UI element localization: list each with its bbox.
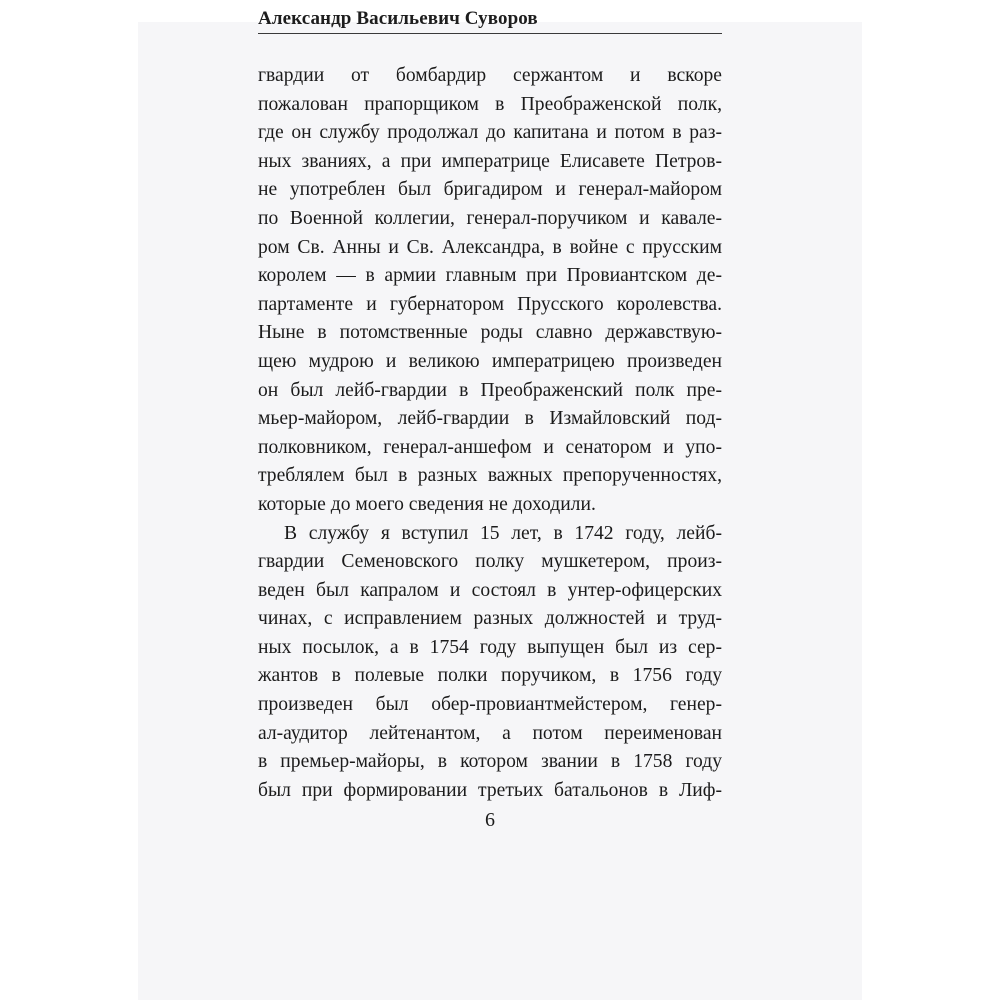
text-line: партаменте и губернатором Прусского королевства. (258, 293, 722, 315)
text-line: произведен был обер-провиантмейстером, генер- (258, 694, 722, 716)
text-line: в премьер-майоры, в котором звании в 1758 году (258, 751, 722, 773)
text-line: по Военной коллегии, генерал-поручиком и кавале- (258, 207, 722, 229)
page-number: 6 (485, 809, 495, 831)
text-line: он был лейб-гвардии в Преображенский полк пре- (258, 379, 722, 401)
text-line: полковником, генерал-аншефом и сенатором и упо- (258, 436, 722, 458)
paragraph-1 (258, 62, 722, 520)
text-line: пожалован прапорщиком в Преображенской полк, (258, 93, 722, 115)
text-line: В службу я вступил 15 лет, в 1742 году, лейб- (284, 522, 722, 544)
text-line: не употреблен был бригадиром и генерал-майором (258, 179, 722, 201)
running-header: Александр Васильевич Суворов (258, 8, 538, 29)
text-line: чинах, с исправлением разных должностей и труд- (258, 608, 722, 630)
page-body (258, 62, 722, 805)
text-line: королем — в армии главным при Провиантском де- (258, 265, 722, 287)
text-line: жантов в полевые полки поручиком, в 1756 году (258, 665, 722, 687)
text-line: веден был капралом и состоял в унтер-офицерских (258, 579, 722, 601)
text-line: щею мудрою и великою императрицею произведен (258, 350, 722, 372)
paragraph-2 (258, 520, 722, 806)
text-line: мьер-майором, лейб-гвардии в Измайловский под- (258, 408, 722, 430)
text-line: которые до моего сведения не доходили. (258, 493, 596, 515)
text-line: ных званиях, а при императрице Елисавете Петров- (258, 150, 722, 172)
text-line: где он службу продолжал до капитана и потом в раз- (258, 122, 722, 144)
header-rule (258, 33, 722, 34)
text-line: гвардии Семеновского полку мушкетером, произ- (258, 551, 722, 573)
text-line: ных посылок, а в 1754 году выпущен был из сер- (258, 636, 722, 658)
text-line: гвардии от бомбардир сержантом и вскоре (258, 65, 722, 86)
text-line: был при формировании третьих батальонов в Лиф- (258, 779, 722, 801)
text-line: Ныне в потомственные роды славно державствую- (258, 322, 722, 344)
text-line: треблялем был в разных важных препорученностях, (258, 465, 722, 487)
text-line: ал-аудитор лейтенантом, а потом переименован (258, 722, 722, 744)
text-line: ром Св. Анны и Св. Александра, в войне с прусским (258, 236, 722, 258)
